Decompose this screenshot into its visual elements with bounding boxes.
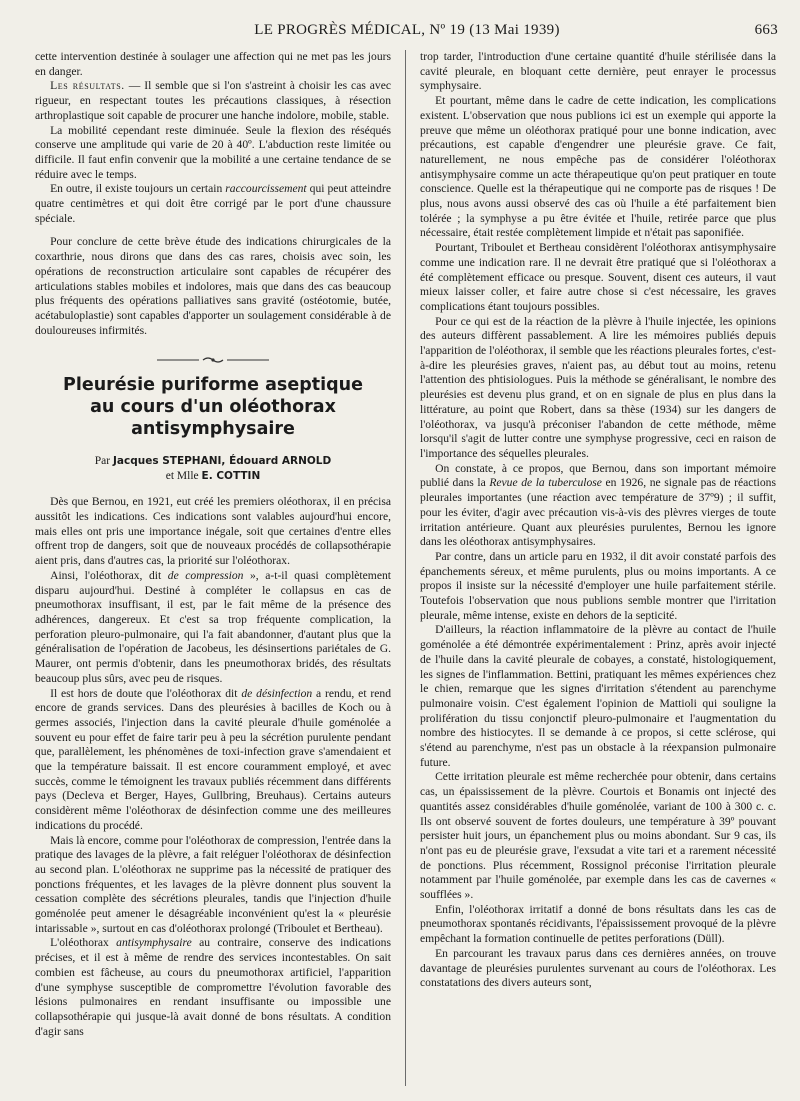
paragraph-text: Il est hors de doute que l'oléothorax dit — [50, 686, 238, 700]
running-header — [36, 22, 778, 44]
paragraph — [35, 687, 391, 834]
paragraph-text: en 1926, ne signale pas de réactions pleurales importantes (une réaction avec température de 37º9) ; il suffit, pour les éviter, d'agir avec précaution vis-à-vis des plèvres vierges de toute irritation antérieure. Quant aux pleurésies purulentes, Bernou les ignore dans les oléothorax antisymphysaires. — [420, 476, 776, 549]
column-divider — [405, 50, 406, 1086]
paragraph: Pour ce qui est de la réaction de la plèvre à l'huile injectée, les opinions des auteurs diffèrent passablement. A lire les mémoires publiés depuis l'apparition de l'oléothorax, il semble que les réactions pleurales fortes, c'est-à-dire les pleurésies graves, n'aient pas, au début tout au moins, retenu l'attention des phtisiologues. Puis la méthode se généralisant, le nombre des pleurésies est devenu plus grand, et on en signale de plus en plus dans la littérature, au point que Robert, dans sa thèse (1934) sur les dangers de l'oléothorax, va jusqu'à préconiser l'abandon de cette méthode, même lorsqu'il s'agit de lutter contre une symphyse progressive, ceci en raison de l'importance des séquelles pleurales. — [420, 314, 776, 460]
section-ornament — [35, 354, 391, 362]
byline-et: et Mlle — [165, 470, 199, 483]
article-title-line-1: Pleurésie puriforme aseptique — [63, 375, 363, 396]
ornament-divider-icon — [153, 356, 273, 364]
paragraph-text: En outre, il existe toujours un certain — [50, 182, 223, 196]
paragraph: Pourtant, Triboulet et Bertheau considèrent l'oléothorax antisymphysaire comme une indication rare. Il ne devrait être pratiqué que si l'oléothorax a été complètement efficace ou presque. Souvent, disent ces auteurs, il vaut mieux laisser coller, et faire autre chose si c'est nécessaire, les graves complications étant toujours possibles. — [420, 241, 776, 313]
italic-term: de compression — [167, 568, 244, 582]
section-label: Les résultats. — [50, 79, 125, 93]
paragraph — [35, 936, 391, 1039]
paragraph: Enfin, l'oléothorax irritatif a donné de bons résultats dans les cas de pneumothorax spontanés récidivants, l'épaississement provoqué de la plèvre empêchant la formation continuelle de petites perforations (Düll). — [420, 902, 776, 946]
paragraph: En parcourant les travaux parus dans ces dernières années, on trouve davantage de pleurésies purulentes survenant au cours de l'oléothorax. Les constatations des divers auteurs sont, — [420, 946, 776, 990]
paragraph: Et pourtant, même dans le cadre de cette indication, les complications existent. L'observation que nous publions ici est un exemple qui apporte la preuve que même un oléothorax pratiqué pour une bonne indication, avec précautions, est capable d'engendrer une pleurésie grave. Ce fait, naturellement, ne nous empêche pas de considérer l'oléothorax antisymphysaire comme un acte thérapeutique qu'on peut pratiquer en toute conscience. Quelle est la thérapeutique qui ne comporte pas de risques ! De plus, nous avons aussi observé des cas où l'huile a été parfaitement bien tolérée ; la symphyse a pu être évitée et l'huile, retirée parce que plus nécessaire, était restée complètement limpide et n'était pas saponifiée. — [420, 94, 776, 240]
paragraph-text: qui peut atteindre quatre centimètres et qui doit être corrigé par le port d'une chaussure spéciale. — [35, 182, 391, 225]
paragraph — [35, 79, 391, 123]
italic-term: de désinfection — [241, 686, 313, 700]
paragraph: D'ailleurs, la réaction inflammatoire de la plèvre au contact de l'huile goménolée a été démontrée expérimentalement : Prinz, après avoir injecté de l'huile dans la cavité pleurale de cobayes, a constaté, histologiquement, les signes de l'inflammation. Bettini, pratiquant les mêmes expériences chez le chien, remarque que les signes d'irritation s'étendent au parenchyme pulmonaire voisin. C'est également l'opinion de Mattioli qui souligne la prolifération du tissu conjonctif pleuro-pulmonaire et l'augmentation du nombre des histiocytes. Il se demande à ce propos, si cette sclérose, qui s'étend au parenchyme, n'est pas un obstacle à la réexpansion pulmonaire future. — [420, 623, 776, 769]
paragraph: Par contre, dans un article paru en 1932, il dit avoir constaté parfois des épanchements séreux, et même purulents, plus ou moins importants. A ce propos il insiste sur la nécessité d'employer une huile parfaitement stérile. Toutefois l'observation que nous publions semble montrer que l'irritation pleurale, même intense, existe en dehors de la septicité. — [420, 549, 776, 622]
italic-term: antisymphysaire — [116, 936, 192, 950]
authors: Jacques STEPHANI, Édouard ARNOLD — [112, 455, 332, 468]
paragraph — [420, 462, 776, 550]
paragraph: La mobilité cependant reste diminuée. Seule la flexion des réséqués conserve une amplitude qui varie de 20 à 40º. L'abduction reste limitée ou difficile. Il faut enfin convenir que la mobilité a une certaine tendance de se réduire avec le temps. — [35, 123, 391, 181]
paragraph-text: a rendu, et rend encore de grands services. Dans des pleurésies à bacilles de Koch ou à germes associés, l'injection dans la cavité pleurale d'huile goménolée a souvent eu pour effet de faire tarir peu à peu la sécrétion purulente pendant que, parallèlement, les phénomènes de toxi-infection grave s'amendaient et que la température baissait. Il est encore couramment employé, et avec succès, comme le témoignent les travaux publiés récemment dans différents pays (Decleva et Berger, Hayes, Gullbring, Breuhaus). Certains auteurs considèrent même l'oléothorax de désinfection comme une des meilleures indications du procédé. — [35, 686, 391, 832]
paragraph-text: L'oléothorax — [50, 936, 109, 950]
paragraph: cette intervention destinée à soulager une affection qui ne met pas les jours en danger. — [35, 50, 391, 78]
paragraph: trop tarder, l'introduction d'une certaine quantité d'huile stérilisée dans la cavité pleurale, en bloquant cette dernière, peut enrayer le processus symphysaire. — [420, 50, 776, 93]
paragraph — [35, 182, 391, 226]
page-number: 663 — [754, 22, 778, 38]
paragraph-text: », a-t-il quasi complètement disparu aujourd'hui. Destiné à compléter le collapsus en cas de pneumothorax insuffisant, il est, par le fait même de la présence des adhérences, dangereux. Et c'est sa trop fréquente complication, la perforation pleuro-pulmonaire, qui l'a fait abandonner, d'autant plus que la généralisation de l'opération de Jacobeus, les désinsertions pariétales de G. Maurer, ont permis d'obtenir, dans les pneumothorax bridés, des résultats beaucoup plus sûrs, avec peu de risques. — [35, 568, 391, 685]
right-column — [420, 50, 776, 1090]
paragraph: Pour conclure de cette brève étude des indications chirurgicales de la coxarthrie, nous dirons que dans des cas rares, choisis avec soin, les opérations de reconstruction articulaire sont capables de récupérer des articulations stables mobiles et indolores, mais que dans des cas beaucoup plus fréquents des opérations palliatives sans gravité (ostéotomie, butée, acétabuloplastie) sont capables d'apporter un soulagement considérable à de douloureuses infirmités. — [35, 235, 391, 337]
paragraph-text: On constate, à ce propos, que Bernou, dans son important mémoire publié dans la — [420, 461, 776, 490]
byline — [35, 454, 391, 483]
paragraph-text: — Il semble que si l'on s'astreint à choisir les cas avec rigueur, en respectant toutes les précautions classiques, à résection arthroplastique soit capable de procurer une hanche indolore, mobile, stable. — [35, 79, 391, 122]
paragraph: Mais là encore, comme pour l'oléothorax de compression, l'entrée dans la pratique des lavages de la plèvre, a fait reléguer l'oléothorax de désinfection au second plan. L'oléothorax ne supprime pas la nécessité de pratiquer des ponctions fréquentes, et les lavages de la plèvre donnent plus souvent la cessation complète des sécrétions pleurales, tandis que l'injection d'huile goménolée peut amener le désagréable inconvénient qu'est la « pleurésie intarissable », surtout en cas d'oléothorax prolongé (Triboulet et Bertheau). — [35, 833, 391, 935]
journal-title: LE PROGRÈS MÉDICAL, Nº 19 (13 Mai 1939) — [254, 22, 560, 38]
left-column — [35, 50, 391, 1090]
paragraph-text: Ainsi, l'oléothorax, dit — [50, 568, 162, 582]
article-title-line-2: au cours d'un oléothorax antisymphysaire — [90, 397, 336, 440]
italic-term: raccourcissement — [225, 182, 307, 196]
author-3: E. COTTIN — [201, 470, 261, 483]
paragraph — [35, 569, 391, 687]
paragraph-text: au contraire, conserve des indications précises, et il est à même de rendre des services incontestables. On sait combien est fâcheuse, au cours du pneumothorax artificiel, l'apparition d'une symphyse susceptible de compromettre l'évolution favorable des lésions pulmonaires en rendant insuffisante ou impossible une collapsothérapie qui jusque-là avait donné de bons résultats. A condition d'agir sans — [35, 936, 391, 1038]
paragraph: Cette irritation pleurale est même recherchée pour obtenir, dans certains cas, un épaississement de la plèvre. Courtois et Bonamis ont injecté des quantités assez considérables d'huile goménolée, variant de 100 à 300 c. c. Ils ont observé souvent de fortes douleurs, une température à 39º pouvant persister huit jours, un épanchement plus ou moins abondant. Sur 9 cas, ils n'ont pas eu de pleurésie grave, l'exsudat a vite tari et a rarement nécessité de ponctions. Plus récemment, Rossignol préconise l'irritation pleurale notamment par l'huile goménolée, par exemple dans les cas de cavernes « soufflées ». — [420, 770, 776, 902]
paragraph: Dès que Bernou, en 1921, eut créé les premiers oléothorax, il en précisa aussitôt les indications. Ces indications sont valables aujourd'hui encore, mais elles ont pris une importance inégale, soit que certaines d'entre elles offrent trop de dangers, soit que de nouveaux procédés de collapsothérapie aient pris, dans d'autres cas, la priorité sur l'oléothorax. — [35, 495, 391, 568]
byline-par: Par — [94, 455, 111, 468]
journal-reference: Revue de la tuberculose — [489, 476, 602, 490]
